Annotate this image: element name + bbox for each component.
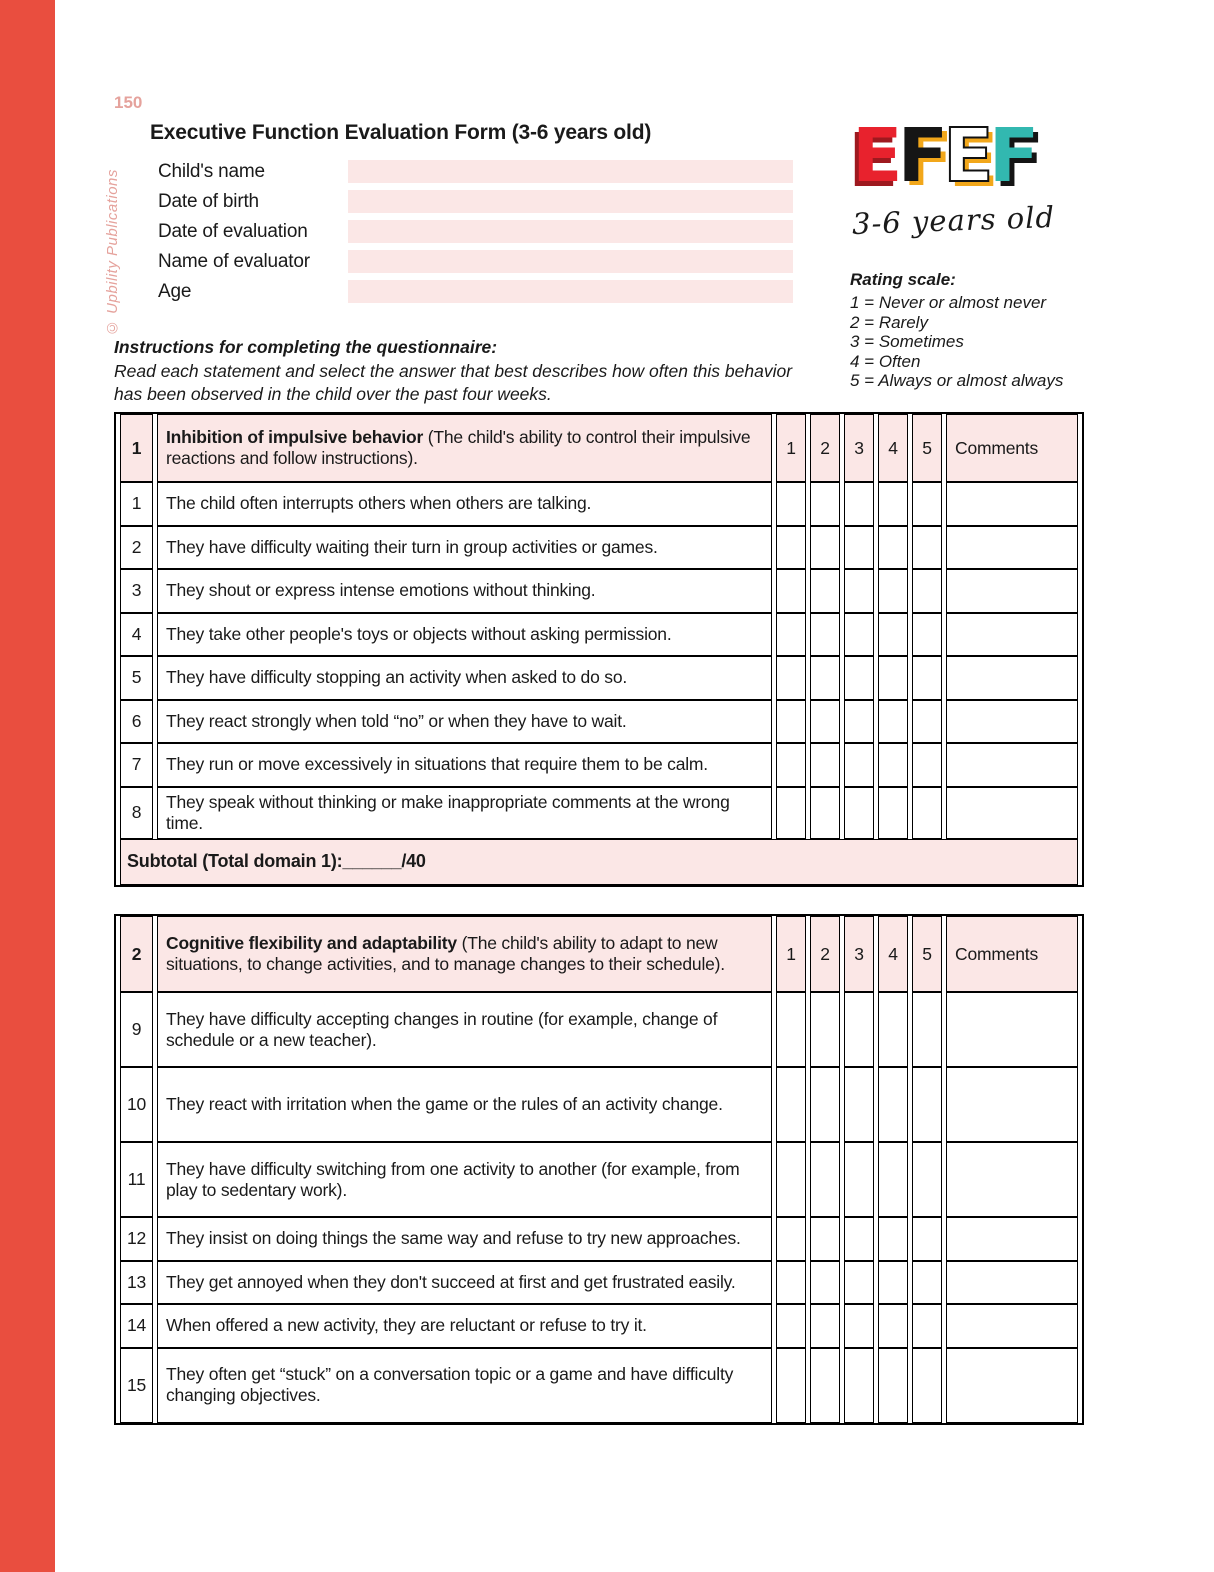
- statement: They have difficulty switching from one activity to another (for example, from play to sedentary work).: [157, 1142, 772, 1217]
- subtotal-text: Subtotal (Total domain 1):______/40: [120, 839, 1078, 885]
- page-number: 150: [114, 93, 143, 112]
- rating-cell-2[interactable]: [810, 613, 840, 657]
- rating-scale-title: Rating scale:: [850, 270, 956, 289]
- statement: They have difficulty stopping an activity when asked to do so.: [157, 656, 772, 700]
- row-number: 5: [120, 656, 153, 700]
- comment-cell[interactable]: [946, 656, 1078, 700]
- domain-number: 2: [120, 916, 153, 992]
- domain-title-rest: (The child's ability to control their impulsive reactions and follow instructions).: [166, 427, 751, 468]
- comment-cell[interactable]: [946, 1304, 1078, 1348]
- row-number: 15: [120, 1348, 153, 1423]
- table-row: [120, 656, 1078, 700]
- rating-cell-5[interactable]: [912, 482, 942, 526]
- rating-cell-5[interactable]: [912, 569, 942, 613]
- table-row: [120, 1217, 1078, 1261]
- table-row: [120, 1067, 1078, 1142]
- rating-cell-2[interactable]: [810, 656, 840, 700]
- rating-cell-1[interactable]: [776, 526, 806, 570]
- field-row-date-of-evaluation: [158, 220, 793, 243]
- row-number: 12: [120, 1217, 153, 1261]
- rating-cell-3[interactable]: [844, 526, 874, 570]
- rating-header-4: 4: [878, 916, 908, 992]
- table-row: [120, 787, 1078, 839]
- rating-cell-4[interactable]: [878, 613, 908, 657]
- rating-cell-5[interactable]: [912, 700, 942, 744]
- rating-cell-1[interactable]: [776, 743, 806, 787]
- rating-cell-3[interactable]: [844, 569, 874, 613]
- rating-cell-1[interactable]: [776, 1304, 806, 1348]
- rating-header-3: 3: [844, 916, 874, 992]
- rating-cell-3[interactable]: [844, 482, 874, 526]
- statement: They have difficulty accepting changes in routine (for example, change of schedule or a new teacher).: [157, 992, 772, 1067]
- row-number: 6: [120, 700, 153, 744]
- efef-logo: [851, 113, 1082, 242]
- rating-cell-2[interactable]: [810, 743, 840, 787]
- rating-cell-4[interactable]: [878, 787, 908, 839]
- row-number: 8: [120, 787, 153, 839]
- copyright-text: © Upbility Publications: [104, 169, 121, 336]
- rating-cell-4[interactable]: [878, 1304, 908, 1348]
- comment-cell[interactable]: [946, 526, 1078, 570]
- rating-cell-2[interactable]: [810, 1348, 840, 1423]
- rating-cell-2[interactable]: [810, 700, 840, 744]
- rating-scale-item-3: 3 = Sometimes: [850, 332, 964, 351]
- row-number: 2: [120, 526, 153, 570]
- rating-cell-1[interactable]: [776, 569, 806, 613]
- rating-scale-item-4: 4 = Often: [850, 351, 921, 371]
- rating-cell-1[interactable]: [776, 1217, 806, 1261]
- table-row: [120, 1142, 1078, 1217]
- field-label-name-of-evaluator: Name of evaluator: [158, 250, 310, 272]
- rating-cell-5[interactable]: [912, 613, 942, 657]
- rating-header-3: 3: [844, 414, 874, 482]
- table-row: [120, 1304, 1078, 1348]
- table-row: [120, 743, 1078, 787]
- rating-scale-item-2: 2 = Rarely: [850, 312, 928, 332]
- rating-cell-3[interactable]: [844, 1348, 874, 1423]
- rating-cell-3[interactable]: [844, 700, 874, 744]
- row-number: 11: [120, 1142, 153, 1217]
- subtotal-row: [120, 839, 1078, 885]
- field-row-date-of-birth: [158, 190, 793, 213]
- rating-cell-3[interactable]: [844, 992, 874, 1067]
- logo-letter-e-white: E: [943, 113, 989, 199]
- statement: They shout or express intense emotions without thinking.: [157, 569, 772, 613]
- domain-1-header-row: [120, 414, 1078, 482]
- instructions-block: [114, 337, 814, 405]
- comment-cell[interactable]: [946, 700, 1078, 744]
- table-row: [120, 1348, 1078, 1423]
- row-number: 3: [120, 569, 153, 613]
- rating-cell-1[interactable]: [776, 656, 806, 700]
- statement: The child often interrupts others when others are talking.: [157, 482, 772, 526]
- rating-cell-5[interactable]: [912, 743, 942, 787]
- childs-name-input[interactable]: [348, 160, 793, 183]
- field-label-age: Age: [158, 280, 192, 302]
- rating-cell-3[interactable]: [844, 1142, 874, 1217]
- comment-cell[interactable]: [946, 1261, 1078, 1305]
- rating-header-4: 4: [878, 414, 908, 482]
- comment-cell[interactable]: [946, 1348, 1078, 1423]
- age-input[interactable]: [348, 280, 793, 303]
- rating-cell-1[interactable]: [776, 482, 806, 526]
- table-row: [120, 526, 1078, 570]
- page-title: Executive Function Evaluation Form (3-6 years old): [150, 121, 652, 144]
- table-row: [120, 482, 1078, 526]
- row-number: 4: [120, 613, 153, 657]
- statement: When offered a new activity, they are reluctant or refuse to try it.: [157, 1304, 772, 1348]
- rating-cell-4[interactable]: [878, 1261, 908, 1305]
- statement: They often get “stuck” on a conversation topic or a game and have difficulty changing objectives.: [157, 1348, 772, 1423]
- rating-cell-1[interactable]: [776, 1261, 806, 1305]
- date-of-birth-input[interactable]: [348, 190, 793, 213]
- rating-cell-5[interactable]: [912, 1217, 942, 1261]
- statement: They have difficulty waiting their turn in group activities or games.: [157, 526, 772, 570]
- efef-logo-letters: [852, 113, 1082, 199]
- comment-cell[interactable]: [946, 787, 1078, 839]
- field-label-date-of-evaluation: Date of evaluation: [158, 220, 308, 242]
- row-number: 10: [120, 1067, 153, 1142]
- comment-cell[interactable]: [946, 1067, 1078, 1142]
- rating-cell-2[interactable]: [810, 992, 840, 1067]
- rating-cell-4[interactable]: [878, 743, 908, 787]
- rating-cell-2[interactable]: [810, 1261, 840, 1305]
- rating-cell-4[interactable]: [878, 700, 908, 744]
- rating-cell-3[interactable]: [844, 1217, 874, 1261]
- row-number: 14: [120, 1304, 153, 1348]
- statement: They react with irritation when the game or the rules of an activity change.: [157, 1067, 772, 1142]
- date-of-evaluation-input[interactable]: [348, 220, 793, 243]
- comment-cell[interactable]: [946, 482, 1078, 526]
- comments-header: Comments: [946, 414, 1078, 482]
- rating-cell-4[interactable]: [878, 526, 908, 570]
- domain-title: [157, 414, 772, 482]
- rating-cell-3[interactable]: [844, 1304, 874, 1348]
- rating-cell-3[interactable]: [844, 1067, 874, 1142]
- rating-cell-4[interactable]: [878, 1067, 908, 1142]
- comment-cell[interactable]: [946, 1142, 1078, 1217]
- row-number: 9: [120, 992, 153, 1067]
- rating-scale-item-5: 5 = Always or almost always: [850, 371, 1064, 390]
- field-label-childs-name: Child's name: [158, 160, 265, 182]
- domain-title-bold: Inhibition of impulsive behavior: [166, 427, 424, 447]
- name-of-evaluator-input[interactable]: [348, 250, 793, 273]
- rating-cell-5[interactable]: [912, 1067, 942, 1142]
- rating-cell-2[interactable]: [810, 482, 840, 526]
- instructions-body: Read each statement and select the answer that best describes how often this behavior has been observed in the child over the past four weeks.: [114, 361, 793, 404]
- domain-2-header-row: [120, 916, 1078, 992]
- rating-cell-5[interactable]: [912, 656, 942, 700]
- rating-header-2: 2: [810, 916, 840, 992]
- rating-cell-4[interactable]: [878, 1142, 908, 1217]
- field-row-childs-name: [158, 160, 793, 183]
- rating-cell-2[interactable]: [810, 1304, 840, 1348]
- rating-cell-4[interactable]: [878, 656, 908, 700]
- rating-cell-5[interactable]: [912, 1348, 942, 1423]
- domain-title-rest: (The child's ability to adapt to new situations, to change activities, and to manage changes to their schedule).: [166, 933, 725, 974]
- instructions-title: Instructions for completing the questionnaire:: [114, 337, 498, 357]
- rating-cell-1[interactable]: [776, 700, 806, 744]
- rating-cell-2[interactable]: [810, 1142, 840, 1217]
- table-row: [120, 992, 1078, 1067]
- rating-cell-3[interactable]: [844, 656, 874, 700]
- domain-1-table: [114, 412, 1084, 887]
- rating-cell-4[interactable]: [878, 1217, 908, 1261]
- logo-letter-f-teal: F: [988, 113, 1035, 199]
- row-number: 1: [120, 482, 153, 526]
- logo-letter-f-black: F: [897, 113, 944, 199]
- rating-header-1: 1: [776, 916, 806, 992]
- logo-letter-e-red: E: [852, 113, 898, 199]
- statement: They run or move excessively in situations that require them to be calm.: [157, 743, 772, 787]
- table-row: [120, 569, 1078, 613]
- comment-cell[interactable]: [946, 743, 1078, 787]
- logo-tagline: 3-6 years old: [851, 200, 1056, 242]
- field-row-name-of-evaluator: [158, 250, 793, 273]
- rating-cell-2[interactable]: [810, 569, 840, 613]
- rating-cell-2[interactable]: [810, 1067, 840, 1142]
- row-number: 7: [120, 743, 153, 787]
- rating-header-1: 1: [776, 414, 806, 482]
- rating-cell-5[interactable]: [912, 992, 942, 1067]
- rating-cell-4[interactable]: [878, 992, 908, 1067]
- rating-cell-3[interactable]: [844, 1261, 874, 1305]
- field-label-date-of-birth: Date of birth: [158, 190, 259, 212]
- rating-cell-3[interactable]: [844, 787, 874, 839]
- rating-header-5: 5: [912, 916, 942, 992]
- comment-cell[interactable]: [946, 1217, 1078, 1261]
- rating-cell-2[interactable]: [810, 526, 840, 570]
- rating-cell-2[interactable]: [810, 787, 840, 839]
- comments-header: Comments: [946, 916, 1078, 992]
- rating-cell-5[interactable]: [912, 1261, 942, 1305]
- domain-number: 1: [120, 414, 153, 482]
- statement: They take other people's toys or objects without asking permission.: [157, 613, 772, 657]
- comment-cell[interactable]: [946, 992, 1078, 1067]
- header-fields: [158, 160, 793, 310]
- rating-cell-4[interactable]: [878, 482, 908, 526]
- domain-title: [157, 916, 772, 992]
- rating-cell-4[interactable]: [878, 569, 908, 613]
- rating-cell-5[interactable]: [912, 526, 942, 570]
- rating-header-5: 5: [912, 414, 942, 482]
- rating-header-2: 2: [810, 414, 840, 482]
- statement: They speak without thinking or make inappropriate comments at the wrong time.: [157, 787, 772, 839]
- rating-scale-item-1: 1 = Never or almost never: [850, 293, 1047, 312]
- rating-cell-3[interactable]: [844, 743, 874, 787]
- rating-cell-1[interactable]: [776, 1142, 806, 1217]
- rating-cell-5[interactable]: [912, 1142, 942, 1217]
- table-row: [120, 1261, 1078, 1305]
- rating-cell-1[interactable]: [776, 787, 806, 839]
- rating-cell-2[interactable]: [810, 1217, 840, 1261]
- rating-cell-3[interactable]: [844, 613, 874, 657]
- table-row: [120, 613, 1078, 657]
- rating-scale: [850, 270, 1063, 391]
- comment-cell[interactable]: [946, 613, 1078, 657]
- comment-cell[interactable]: [946, 569, 1078, 613]
- statement: They get annoyed when they don't succeed at first and get frustrated easily.: [157, 1261, 772, 1305]
- rating-cell-5[interactable]: [912, 1304, 942, 1348]
- statement: They insist on doing things the same way and refuse to try new approaches.: [157, 1217, 772, 1261]
- field-row-age: [158, 280, 793, 303]
- rating-cell-1[interactable]: [776, 613, 806, 657]
- rating-cell-4[interactable]: [878, 1348, 908, 1423]
- domain-title-bold: Cognitive flexibility and adaptability: [166, 933, 457, 953]
- row-number: 13: [120, 1261, 153, 1305]
- rating-cell-1[interactable]: [776, 1348, 806, 1423]
- statement: They react strongly when told “no” or when they have to wait.: [157, 700, 772, 744]
- rating-cell-1[interactable]: [776, 992, 806, 1067]
- rating-cell-5[interactable]: [912, 787, 942, 839]
- domain-2-table: [114, 914, 1084, 1425]
- rating-cell-1[interactable]: [776, 1067, 806, 1142]
- left-accent-bar: [0, 0, 55, 1572]
- table-row: [120, 700, 1078, 744]
